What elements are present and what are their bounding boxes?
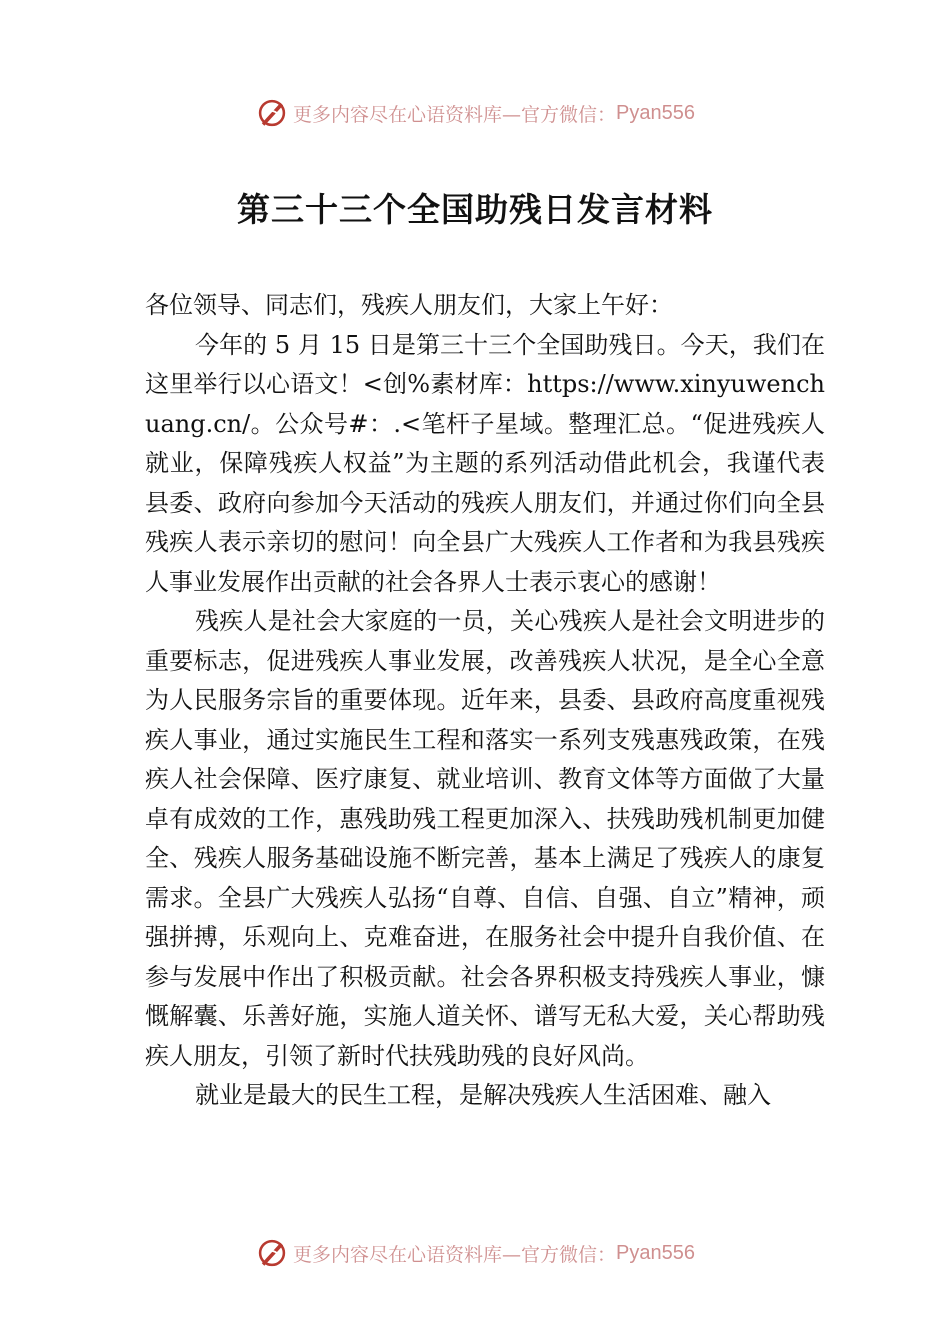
document-title: 第三十三个全国助残日发言材料 [237,190,713,229]
banner-text: 更多内容尽在心语资料库—官方微信： [293,103,617,126]
banner-text: 更多内容尽在心语资料库—官方微信： [293,1243,617,1266]
pen-logo-icon [255,96,289,130]
body-paragraph: 就业是最大的民生工程，是解决残疾人生活困难、融入 [195,1081,771,1109]
pen-logo-icon [255,1236,289,1270]
header-watermark-banner [0,93,950,133]
footer-watermark-banner [0,1233,950,1273]
document-body [145,286,825,1116]
salutation-paragraph: 各位领导、同志们，残疾人朋友们，大家上午好： [145,291,673,319]
body-paragraph: 今年的 5 月 15 日是第三十三个全国助残日。今天，我们在这里举行以心语文！<创%素材库：https://www.xinyuwenchuang.cn/。公众号#：.<笔杆子星域。整理汇总。“促进残疾人就业，保障残疾人权益”为主题的系列活动借此机会，我谨代表县委、政府向参加今天活动的残疾人朋友们，并通过你们向全县残疾人表示亲切的慰问！向全县广大残疾人工作者和为我县残疾人事业发展作出贡献的社会各界人士表示衷心的感谢！ [145,330,825,596]
banner-wechat-id: Pyan556 [616,1241,695,1264]
banner-wechat-id: Pyan556 [616,101,695,124]
body-paragraph: 残疾人是社会大家庭的一员，关心残疾人是社会文明进步的重要标志，促进残疾人事业发展，改善残疾人状况，是全心全意为人民服务宗旨的重要体现。近年来，县委、县政府高度重视残疾人事业，通过实施民生工程和落实一系列支残惠残政策，在残疾人社会保障、医疗康复、就业培训、教育文体等方面做了大量卓有成效的工作，惠残助残工程更加深入、扶残助残机制更加健全、残疾人服务基础设施不断完善，基本上满足了残疾人的康复需求。全县广大残疾人弘扬“自尊、自信、自强、自立”精神，顽强拼搏，乐观向上、克难奋进，在服务社会中提升自我价值、在参与发展中作出了积极贡献。社会各界积极支持残疾人事业，慷慨解囊、乐善好施，实施人道关怀、谱写无私大爱，关心帮助残疾人朋友，引领了新时代扶残助残的良好风尚。 [145,607,825,1070]
